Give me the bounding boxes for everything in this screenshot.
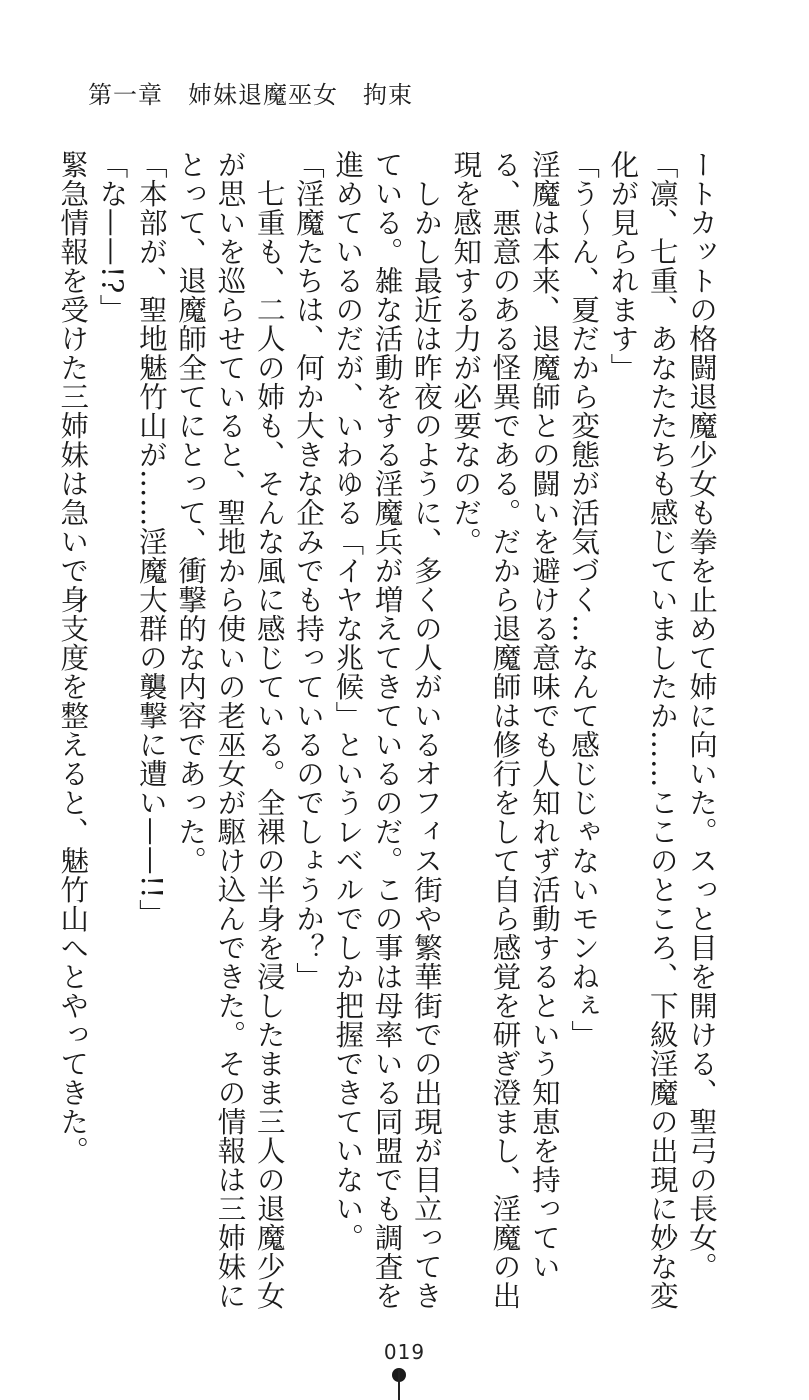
page-number: 019 — [383, 1340, 426, 1364]
body-line: 「本部が、聖地魅竹山が……淫魔大群の襲撃に遭い——!!」 — [134, 150, 168, 928]
running-head: 第一章 姉妹退魔巫女 拘束 — [88, 81, 413, 109]
body-line: 「淫魔たちは、何か大きな企みでも持っているのでしょうか？」 — [292, 150, 326, 991]
body-line: が思いを巡らせていると、聖地から使いの老巫女が駆け込んできた。その情報は三姉妹に — [213, 150, 247, 1310]
body-line: ている。雑な活動をする淫魔兵が増えてきているのだ。この事は母率いる同盟でも調査を — [370, 150, 404, 1310]
body-line: 進めているのだが、いわゆる「イヤな兆候」というレベルでしか把握できていない。 — [331, 150, 365, 1252]
folio-line — [398, 1369, 400, 1400]
body-line: 化が見られます」 — [606, 150, 640, 382]
body-line: 淫魔は本来、退魔師との闘いを避ける意味でも人知れず活動するという知恵を持ってい — [527, 150, 561, 1281]
body-line: 緊急情報を受けた三姉妹は急いで身支度を整えると、魅竹山へとやってきた。 — [56, 150, 90, 1165]
body-text — [53, 150, 721, 1310]
body-line: 現を感知する力が必要なのだ。 — [449, 150, 483, 556]
body-line: る、悪意のある怪異である。だから退魔師は修行をして自ら感覚を研ぎ澄まし、淫魔の出 — [488, 150, 522, 1310]
body-line: ートカットの格闘退魔少女も拳を止めて姉に向いた。スっと目を開ける、聖弓の長女。 — [685, 150, 718, 1281]
body-line: 「う〜ん、夏だから変態が活気づく…なんて感じじゃないモンねぇ」 — [567, 150, 601, 1049]
body-line: 「な——!?」 — [95, 150, 129, 323]
body-line: しかし最近は昨夜のように、多くの人がいるオフィス街や繁華街での出現が目立ってき — [409, 178, 443, 1310]
body-line: とって、退魔師全てにとって、衝撃的な内容であった。 — [174, 150, 208, 875]
body-line: 「凛、七重、あなたたちも感じていましたか……ここのところ、下級淫魔の出現に妙な変 — [645, 150, 679, 1310]
body-line: 七重も、二人の姉も、そんな風に感じている。全裸の半身を浸したまま三人の退魔少女 — [252, 178, 286, 1310]
